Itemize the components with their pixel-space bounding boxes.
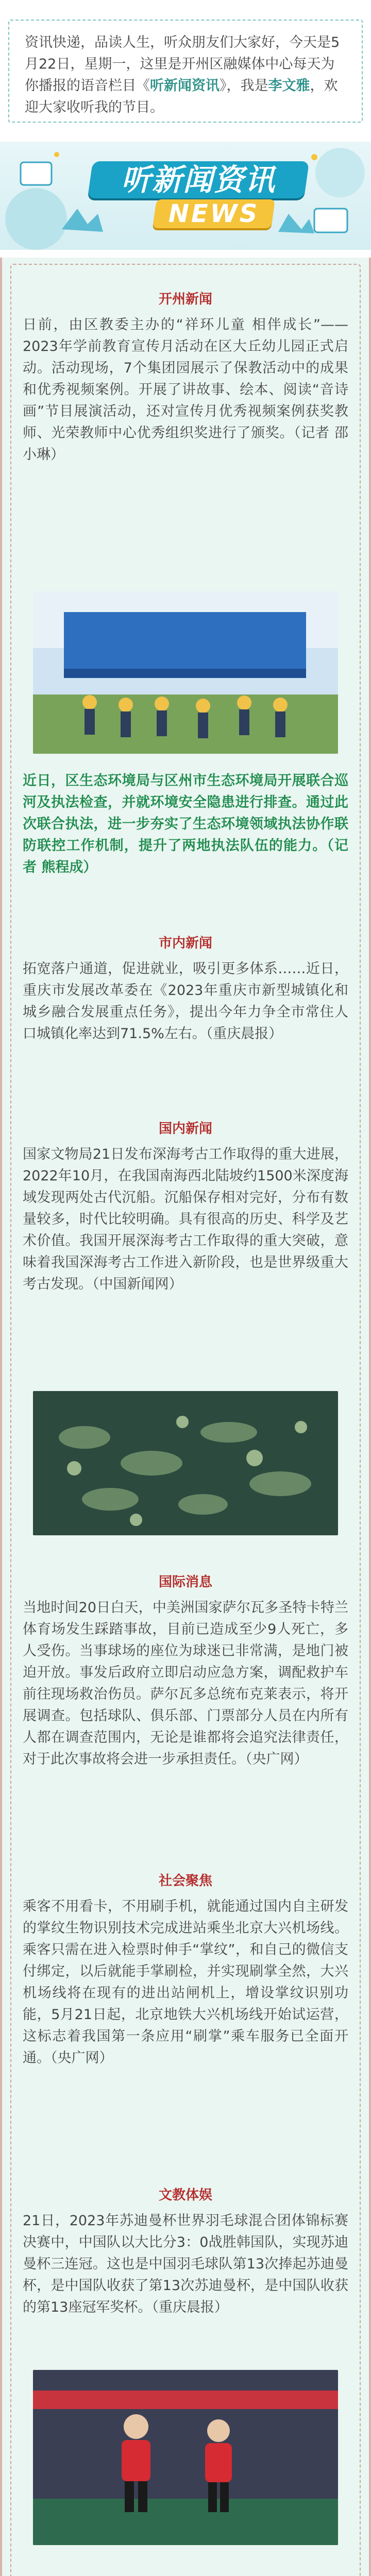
banner-news-label: NEWS <box>153 199 275 228</box>
intro-box <box>8 20 363 123</box>
section-title-city: 市内新闻 <box>158 936 212 951</box>
intro-prefix: 资讯快递，品读人生，听众朋友们大家好，今天是5月22日，星期一，这里是开州区融媒体中心每天为你播报的语音栏目《 <box>25 35 340 94</box>
news-banner <box>0 142 371 250</box>
intro-suffix: ，欢迎大家收听我的节目。 <box>25 78 338 115</box>
kaizhou-paragraph-2: 近日，区生态环境局与区州市生态环境局开展联合巡河及执法检查，并就环境安全隐患进行排查。通过此次联合执法，进一步夯实了生态环境领域执法协作联防联控工作机制，提升了两地执法队伍的能力。（记者 熊程成） <box>23 773 348 875</box>
sports-paragraph-1: 21日，2023年苏迪曼杯世界羽毛球混合团体锦标赛决赛中，中国队以大比分3：0战胜韩国队，实现苏迪曼杯三连冠。这也是中国羽毛球队第13次捧起苏迪曼杯，是中国队收获了第13次苏迪曼杯，是中国队收获的第13座冠军奖杯。（重庆晨报） <box>23 2213 348 2315</box>
deep-sea-photo <box>33 1391 338 1535</box>
host-name: 李文雅 <box>268 78 310 94</box>
section-title-society: 社会聚焦 <box>158 1873 212 1889</box>
badminton-photo <box>33 2370 338 2545</box>
society-paragraph-1: 乘客不用看卡，不用刷手机，就能通过国内自主研发的掌纹生物识别技术完成进站乘坐北京大兴机场线。乘客只需在进入检票时伸手“掌纹”，和自己的微信支付绑定，以后就能手掌刷检，并实现刷掌全然，大兴机场线将在现有的进出站闸机上，增设掌纹识别功能，5月21日起，北京地铁大兴机场线开始试运营，这标志着我国第一条应用“刷掌”乘车服务已全面开通。（央广网） <box>23 1899 348 2066</box>
section-title-national: 国内新闻 <box>158 1121 212 1137</box>
city-paragraph-1: 拓宽落户通道，促进就业，吸引更多体系……近日，重庆市发展改革委在《2023年重庆市新型城镇化和城乡融合发展重点任务》，提出今年力争全市常住人口城镇化率达到71.5%左右。（重庆晨报） <box>23 961 348 1042</box>
section-title-kaizhou: 开州新闻 <box>158 292 212 307</box>
section-title-international: 国际消息 <box>158 1574 212 1590</box>
kaizhou-event-photo <box>33 591 338 754</box>
international-paragraph-1: 当地时间20日白天，中美洲国家萨尔瓦多圣特卡特兰体育场发生踩踏事故，目前已造成至少9人死亡，多人受伤。当事球场的座位为球迷已非常满，是地门被迫开放。事发后政府立即启动应急方案，调配救护车前往现场救治伤员。萨尔瓦多总统布克莱表示，将开展调查。包括球队、俱乐部、门票部分人员在内所有人都在调查范围内，无论是谁都将会追究法律责任，对于此次事故将会进一步承担责任。（央广网） <box>23 1600 348 1767</box>
kaizhou-paragraph-1: 日前，由区教委主办的“祥环儿童 相伴成长”——2023年学前教育宣传月活动在区大丘幼儿园正式启动。活动现场，7个集团园展示了保教活动中的成果和优秀视频案例。开展了讲故事、绘本、阅读“音诗画”节目展演活动，还对宣传月优秀视频案例获奖教师、光荣教师中心优秀组织奖进行了颁奖。（记者 邵小琳） <box>23 317 348 463</box>
intro-middle: 》，我是 <box>220 78 268 94</box>
section-title-sports: 文教体娱 <box>158 2188 212 2203</box>
program-name: 听新闻资讯 <box>150 78 220 94</box>
banner-title: 听新闻资讯 <box>88 161 309 198</box>
national-paragraph-1: 国家文物局21日发布深海考古工作取得的重大进展，2022年10月，在我国南海西北陆坡约1500米深度海域发现两处古代沉船。沉船保存相对完好，分布有数量较多，时代比较明确。具有很高的历史、科学及艺术价值。我国开展深海考古工作取得的重大突破，意味着我国深海考古工作进入新阶段，也是世界级重大考古发现。（中国新闻网） <box>23 1146 348 1292</box>
